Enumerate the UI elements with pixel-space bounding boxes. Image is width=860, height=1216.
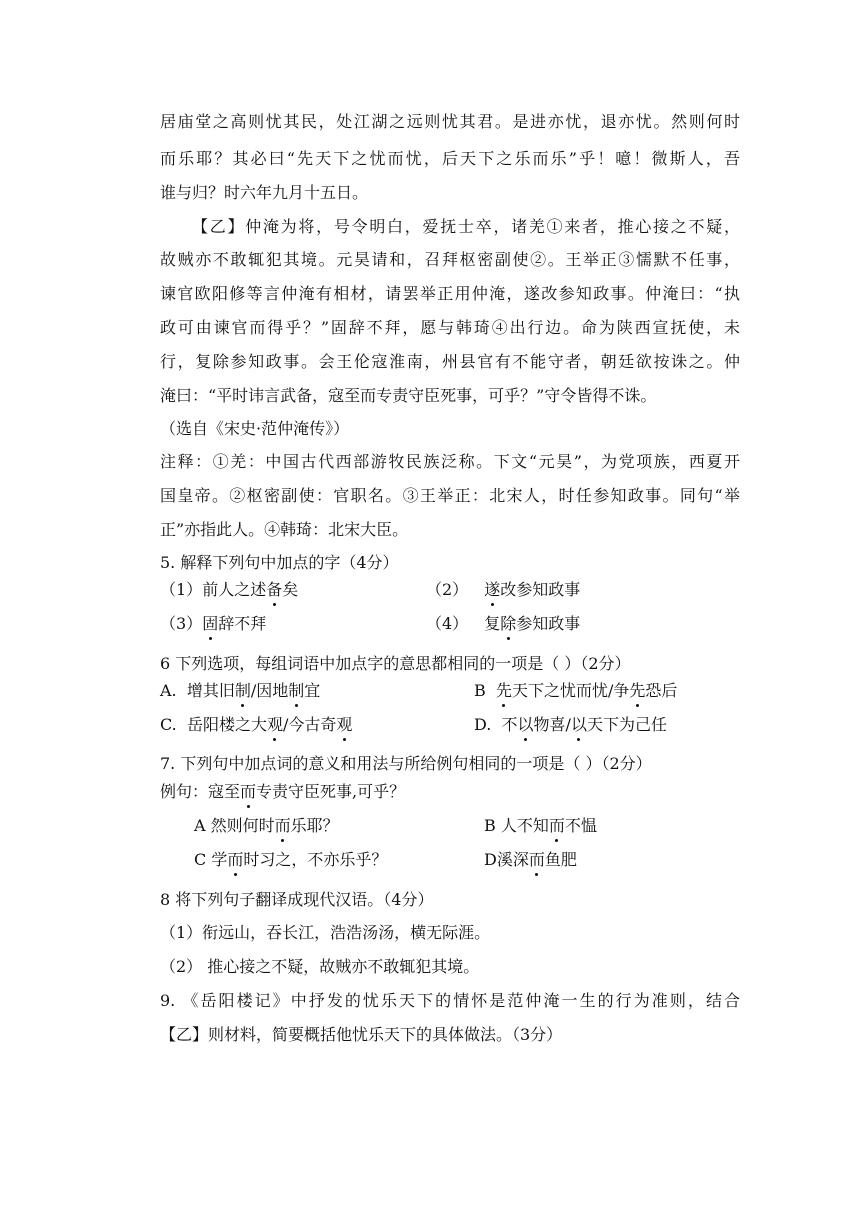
question-6-option-d: D. 不以物喜/以天下为己任 [474,715,667,734]
question-7-stem: 7. 下列句中加点词的意义和用法与所给例句相同的一项是（ ）（2分） [160,754,652,773]
passage-b-line: 谏官欧阳修等言仲淹有相材，请罢举正用仲淹，遂改参知政事。仲淹曰：“执 [160,284,740,303]
question-5-stem: 5. 解释下列句中加点的字（4分） [160,553,399,572]
passage-line: 谁与归？时六年九月十五日。 [160,183,369,202]
question-8-sentence-2: （2） 推心接之不疑，故贼亦不敢辄犯其境。 [160,957,480,976]
question-5-item-3: （3）固辞不拜 [160,614,267,633]
passage-line: 居庙堂之高则忧其民，处江湖之远则忧其君。是进亦忧，退亦忧。然则何时 [160,112,740,131]
passage-b-line: 【乙】仲淹为将，号令明白，爱抚士卒，诸羌①来者，推心接之不疑， [192,217,740,236]
question-6-option-c: C. 岳阳楼之大观/今古奇观 [160,715,353,734]
passage-b-line: 淹曰：“平时讳言武备，寇至而专责守臣死事，可乎？”守令皆得不诛。 [160,386,657,405]
passage-b-line: 政可由谏官而得乎？”固辞不拜，愿与韩琦④出行边。命为陕西宣抚使，未 [160,318,740,337]
question-8-sentence-1: （1）衔远山，吞长江，浩浩汤汤，横无际涯。 [160,923,491,942]
question-7-option-d: D溪深而鱼肥 [484,850,577,869]
question-5-item-4: （4） 复除参知政事 [426,614,581,633]
question-8-stem: 8 将下列句子翻译成现代汉语。（4分） [160,890,434,909]
question-9-line: 9. 《岳阳楼记》中抒发的忧乐天下的情怀是范仲淹一生的行为准则，结合 [160,991,740,1010]
question-6-stem: 6 下列选项，每组词语中加点字的意思都相同的一项是（ ）（2分） [160,654,631,673]
question-6-option-b: B 先天下之忧而忧/争先恐后 [474,681,678,700]
passage-line: 而乐耶？其必曰“先天下之忧而忧，后天下之乐而乐”乎！噫！微斯人，吾 [160,149,740,168]
question-9-line: 【乙】则材料，简要概括他忧乐天下的具体做法。（3分） [160,1025,563,1044]
question-7-example: 例句：寇至而专责守臣死事,可乎？ [160,782,406,801]
passage-source: （选自《宋史·范仲淹传》） [160,419,350,438]
passage-b-line: 行，复除参知政事。会王伦寇淮南，州县官有不能守者，朝廷欲按诛之。仲 [160,352,740,371]
annotation-line: 国皇帝。②枢密副使：官职名。③王举正：北宋人，时任参知政事。同句“举 [160,486,740,505]
annotation-line: 正”亦指此人。④韩琦：北宋大臣。 [160,520,409,539]
annotation-line: 注释：①羌：中国古代西部游牧民族泛称。下文“元昊”，为党项族，西夏开 [160,452,740,471]
question-7-option-c: C 学而时习之，不亦乐乎？ [194,850,388,869]
question-5-item-1: （1）前人之述备矣 [160,580,299,599]
question-6-option-a: A. 增其旧制/因地制宜 [160,681,321,700]
question-5-item-2: （2） 遂改参知政事 [426,580,581,599]
question-7-option-b: B 人不知而不愠 [484,816,597,835]
question-7-option-a: A 然则何时而乐耶？ [194,816,339,835]
passage-b-line: 故贼亦不敢辄犯其境。元昊请和，召拜枢密副使②。王举正③懦默不任事， [160,250,740,269]
